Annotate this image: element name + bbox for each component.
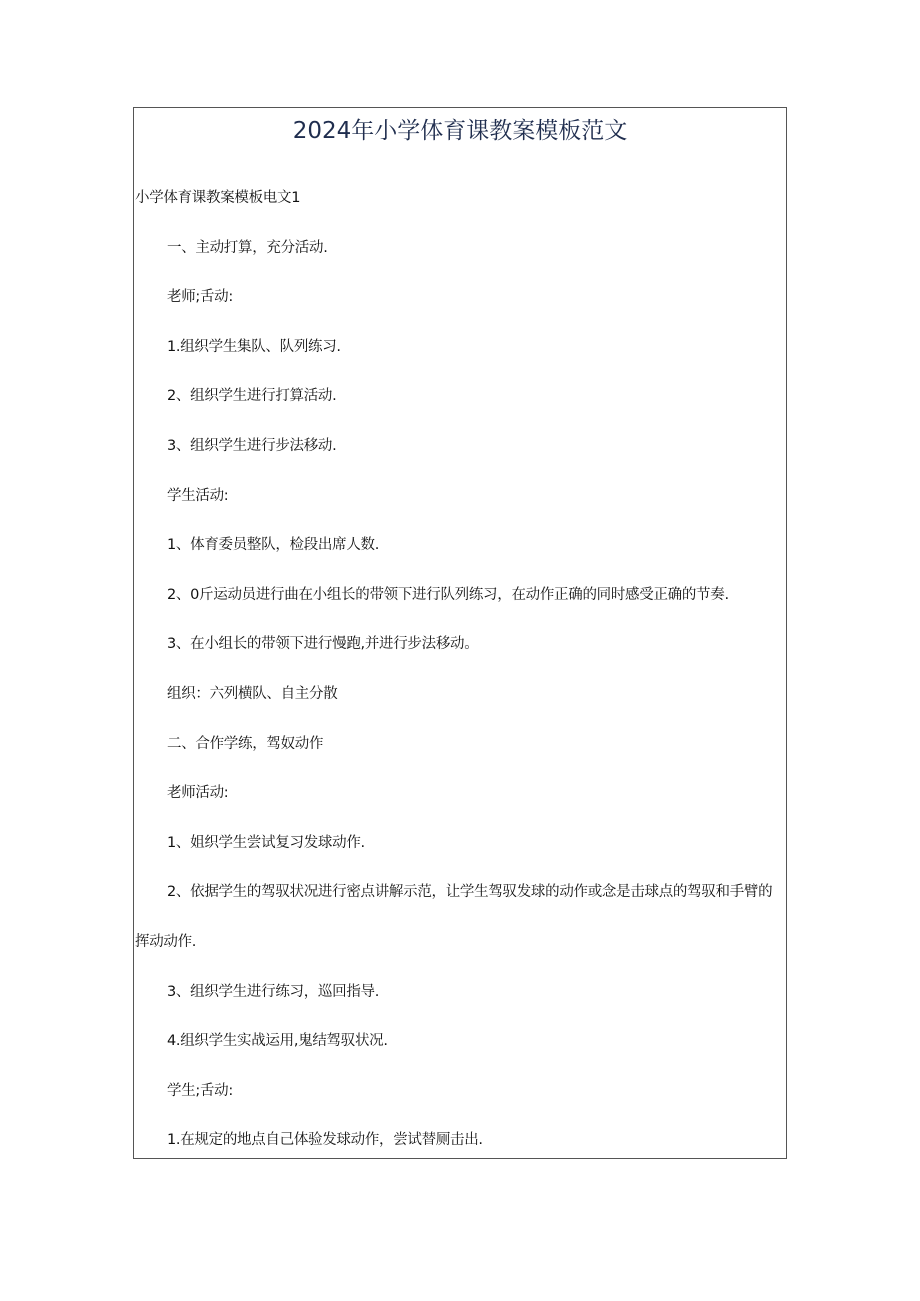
paragraph: 4.组织学生实战运用,鬼结驾驭状况. xyxy=(167,1033,388,1050)
document-page xyxy=(133,107,787,1159)
paragraph: 1.组织学生集队、队列练习. xyxy=(167,338,341,355)
document-title: 2024年小学体育课教案模板范文 xyxy=(292,118,628,144)
paragraph: 2、0斤运动员进行曲在小组长的带领下进行队列练习，在动作正确的同时感受正确的节奏. xyxy=(167,586,729,603)
paragraph: 学生;舌动: xyxy=(167,1082,233,1099)
paragraph: 1.在规定的地点自己体验发球动作，尝试替厕击出. xyxy=(167,1132,483,1149)
paragraph: 二、合作学练，驾奴动作 xyxy=(167,735,324,752)
paragraph: 一、主动打算，充分活动. xyxy=(167,239,328,256)
paragraph: 老师活动: xyxy=(167,785,229,802)
paragraph: 组织：六列横队、自主分散 xyxy=(167,685,338,702)
paragraph: 学生活动: xyxy=(167,487,229,504)
paragraph: 3、组织学生进行练习，巡回指导. xyxy=(167,983,380,1000)
section-heading: 小学体育课教案模板电文1 xyxy=(135,190,301,206)
document-body xyxy=(135,174,784,1166)
paragraph: 3、组织学生进行步法移动. xyxy=(167,437,337,454)
paragraph: 3、在小组长的带领下进行慢跑,并进行步法移动。 xyxy=(167,636,479,653)
paragraph: 2、组织学生进行打算活动. xyxy=(167,388,337,405)
paragraph: 1、体育委员整队，检段出席人数. xyxy=(167,537,380,554)
paragraph: 2、依据学生的驾驭状况进行密点讲解示范，让学生驾驭发球的动作或念是击球点的驾驭和手臂的挥动动作. xyxy=(135,884,773,950)
paragraph: 1、姐织学生尝试复习发球动作. xyxy=(167,834,365,851)
paragraph: 老师;舌动: xyxy=(167,289,233,306)
